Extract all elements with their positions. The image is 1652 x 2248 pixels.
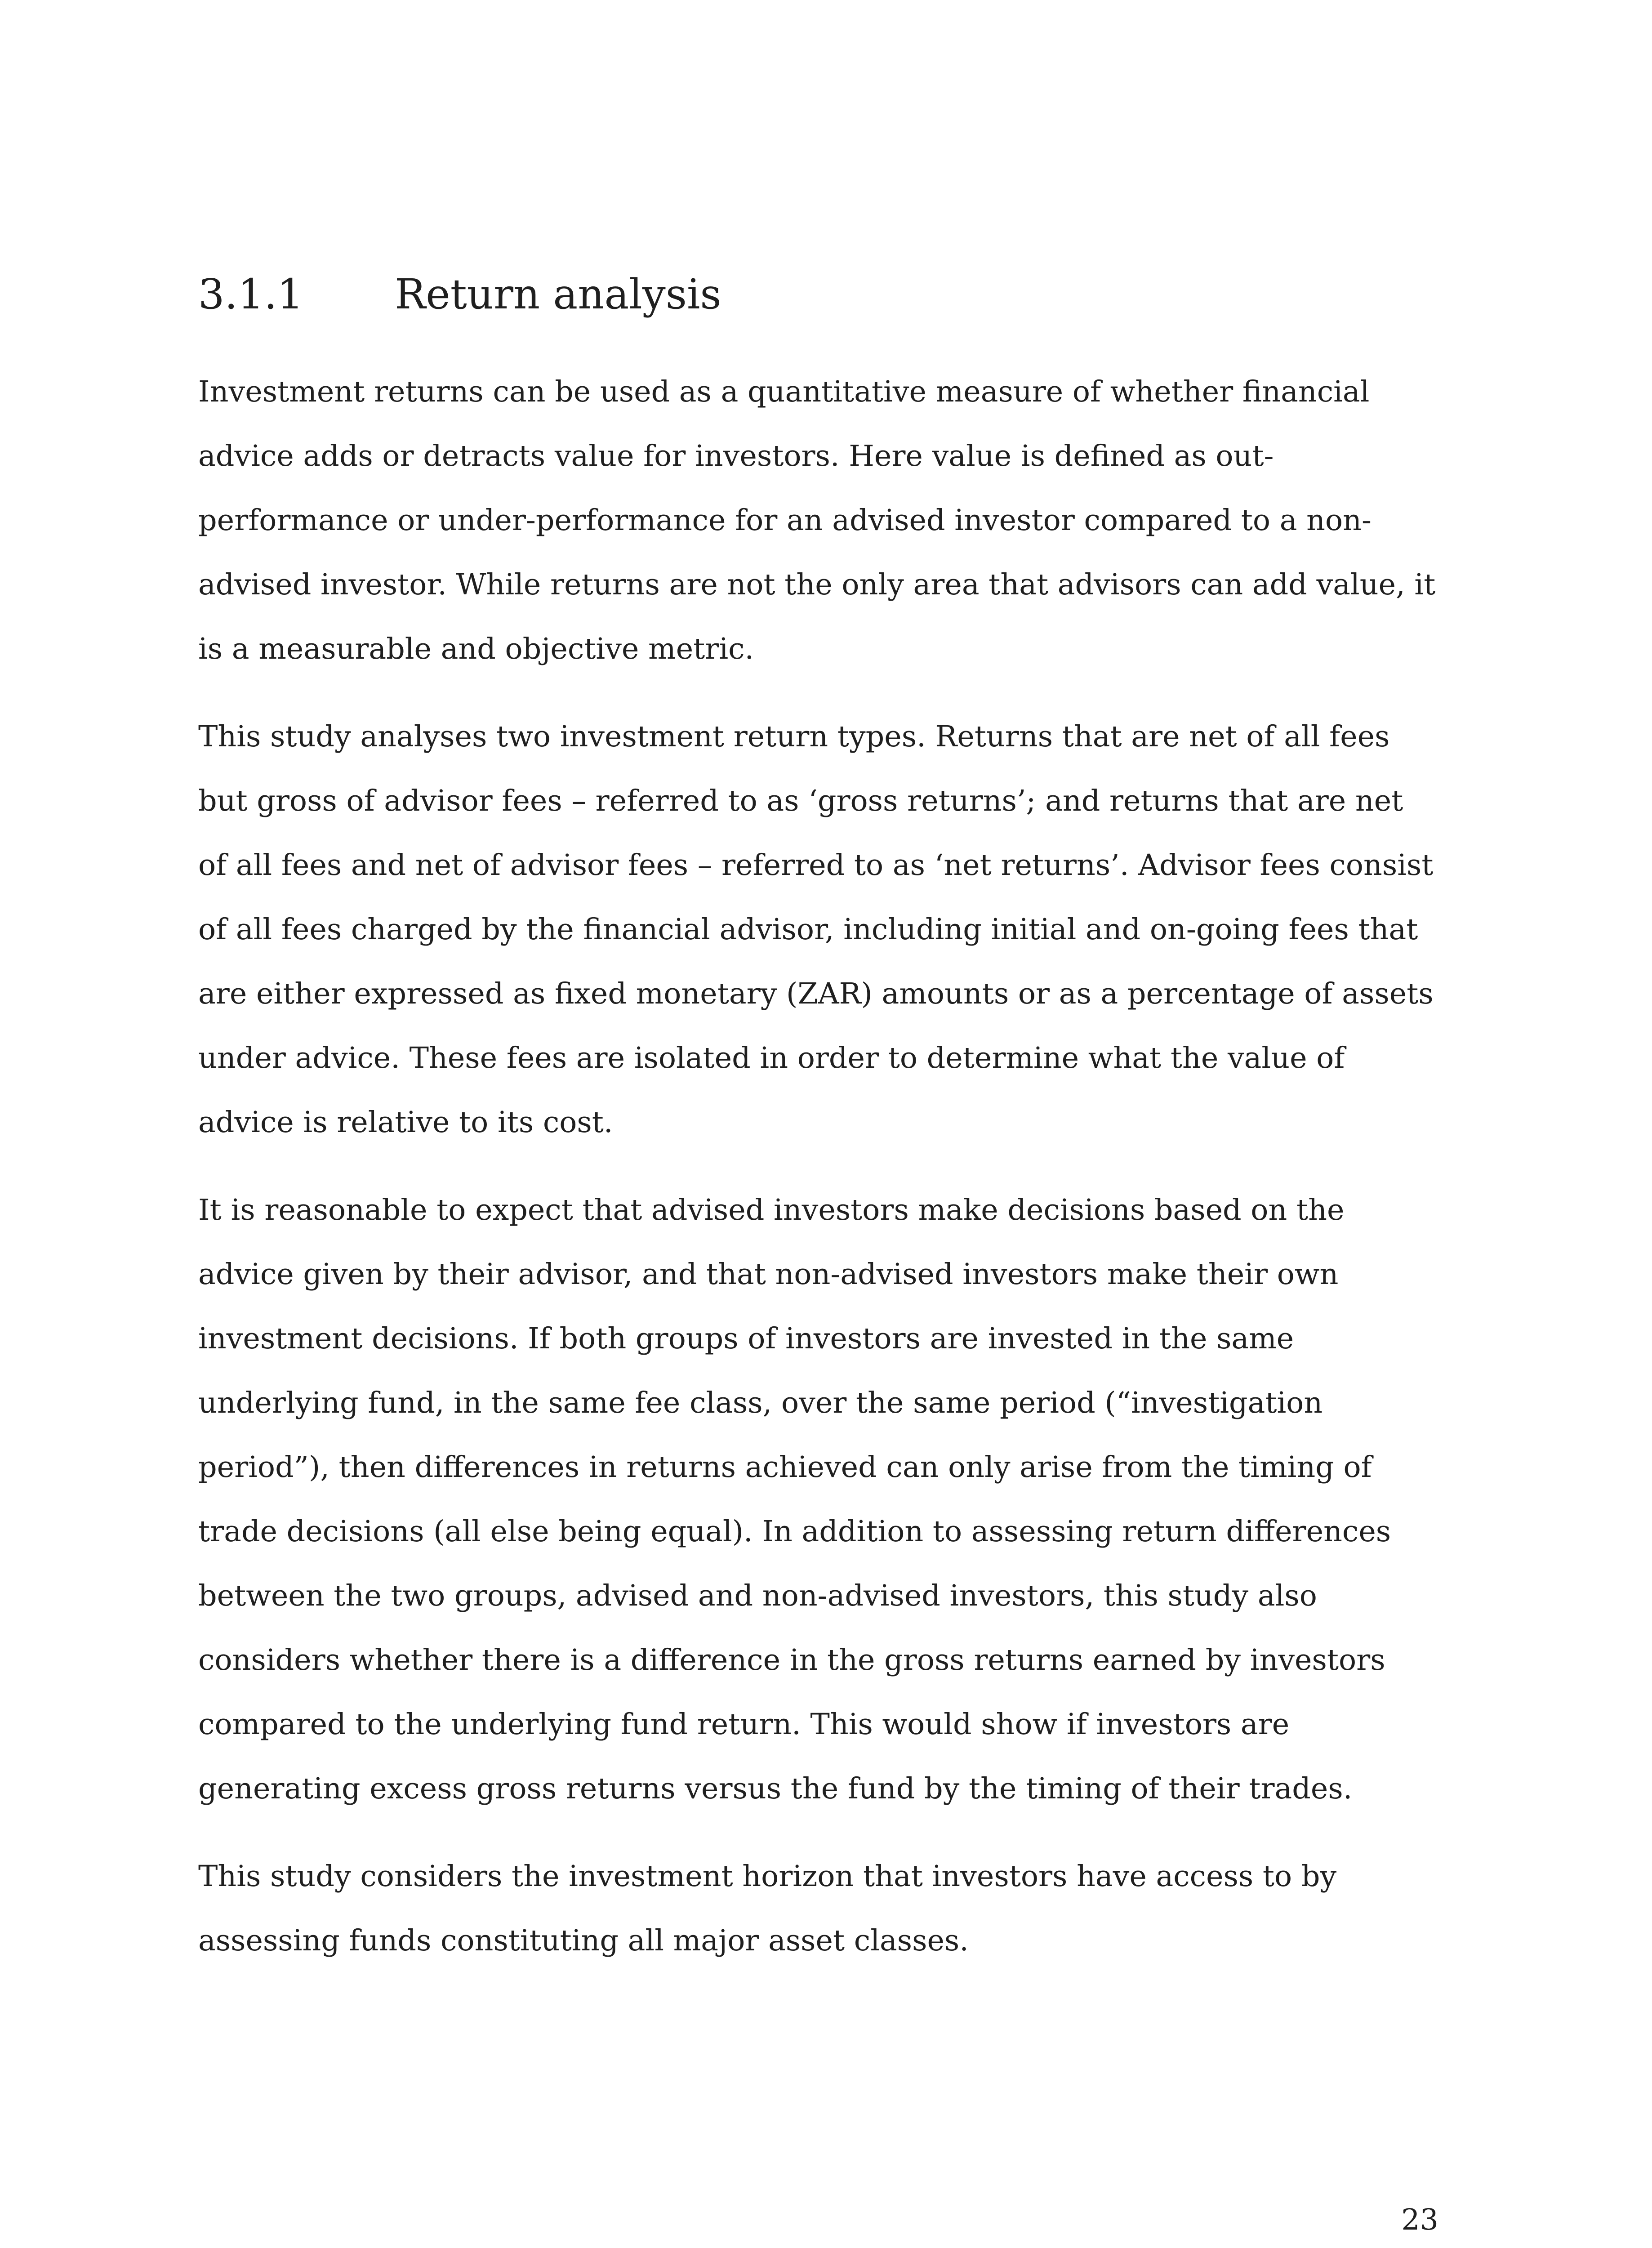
paragraph-advised-investors: It is reasonable to expect that advised investors make decisions based on the advice given by their advisor, and that non-advised investors make their own investment decisions. If both groups of investors are invested in the same underlying fund, in the same fee class, over the same period (“investigation period”), then differences in returns achieved can only arise from the timing of trade decisions (all else being equal). In addition to assessing return differences between the two groups, advised and non-advised investors, this study also considers whether there is a difference in the gross returns earned by investors compared to the underlying fund return. This would show if investors are generating excess gross returns versus the fund by the timing of their trades. — [198, 1193, 1391, 1806]
section-number: 3.1.1 — [198, 270, 304, 318]
page-content — [198, 270, 1439, 1996]
section-title: Return analysis — [395, 270, 721, 318]
paragraph-investment-returns: Investment returns can be used as a quantitative measure of whether financial advice adds or detracts value for investors. Here value is defined as out-performance or under-performance for an advised investor compared to a non-advised investor. While returns are not the only area that advisors can add value, it is a measurable and objective metric. — [198, 375, 1436, 666]
paragraph-investment-horizon: This study considers the investment horizon that investors have access to by assessing funds constituting all major asset classes. — [198, 1860, 1337, 1958]
page-number: 23 — [1401, 2203, 1438, 2237]
section-heading — [198, 270, 1439, 319]
paragraph-return-types: This study analyses two investment return types. Returns that are net of all fees but gross of advisor fees – referred to as ‘gross returns’; and returns that are net of all fees and net of advisor fees – referred to as ‘net returns’. Advisor fees consist of all fees charged by the financial advisor, including initial and on-going fees that are either expressed as fixed monetary (ZAR) amounts or as a percentage of assets under advice. These fees are isolated in order to determine what the value of advice is relative to its cost. — [198, 720, 1434, 1140]
